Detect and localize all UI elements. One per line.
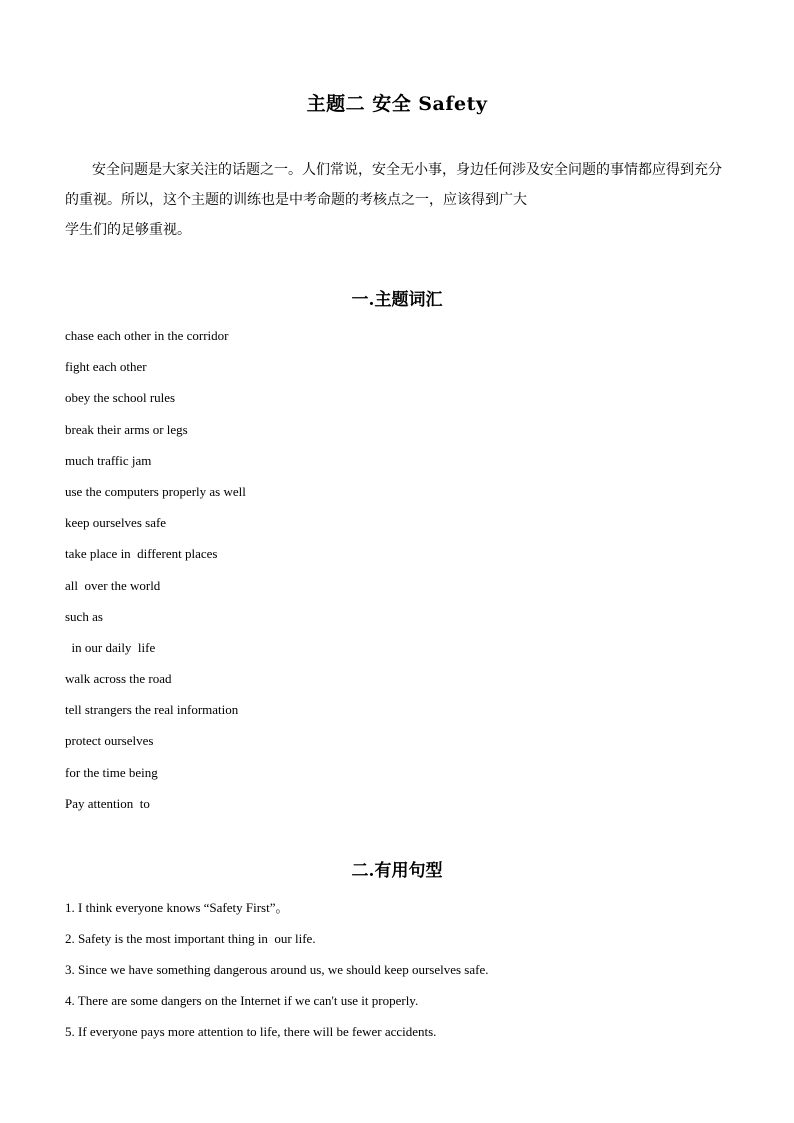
- vocabulary-item: break their arms or legs: [65, 421, 188, 437]
- page-title: 主题二 安全 Safety: [306, 93, 488, 115]
- sentence-item: 2. Safety is the most important thing in our life.: [65, 931, 316, 946]
- vocabulary-item: much traffic jam: [65, 452, 152, 468]
- intro-line-2: 的重视。所以，这个主题的训练也是中考命题的考核点之一，应该得到广大: [65, 192, 527, 208]
- sentence-item: 1. I think everyone knows “Safety First”。: [65, 900, 289, 915]
- vocabulary-item: chase each other in the corridor: [65, 328, 229, 343]
- vocabulary-item: take place in different places: [65, 546, 218, 562]
- section-heading-sentences: 二.有用句型: [351, 861, 443, 881]
- sentence-item: 3. Since we have something dangerous around us, we should keep ourselves safe.: [65, 962, 489, 977]
- vocabulary-item: fight each other: [65, 359, 147, 375]
- vocabulary-item: obey the school rules: [65, 390, 176, 406]
- vocabulary-item: in our daily life: [65, 639, 156, 655]
- sentence-item: 5. If everyone pays more attention to life, there will be fewer accidents.: [65, 1024, 437, 1039]
- vocabulary-item: tell strangers the real information: [65, 702, 239, 718]
- vocabulary-item: for the time being: [65, 764, 158, 780]
- intro-paragraph: [65, 155, 735, 245]
- vocabulary-item: walk across the road: [65, 671, 172, 687]
- vocabulary-item: Pay attention to: [65, 795, 150, 811]
- vocabulary-item: all over the world: [65, 577, 161, 593]
- sentence-list: [65, 896, 488, 1051]
- vocabulary-item: use the computers properly as well: [65, 483, 246, 499]
- vocabulary-item: keep ourselves safe: [65, 515, 167, 531]
- sentence-item: 4. There are some dangers on the Internet if we can't use it properly.: [65, 993, 419, 1008]
- intro-line-1: 安全问题是大家关注的话题之一。人们常说，安全无小事，身边任何涉及安全问题的事情都应得到充分: [92, 162, 722, 178]
- section-heading-vocabulary: 一.主题词汇: [351, 290, 443, 310]
- vocabulary-item: protect ourselves: [65, 733, 154, 749]
- vocabulary-item: such as: [65, 608, 103, 624]
- intro-line-3: 学生们的足够重视。: [65, 222, 191, 238]
- vocabulary-list: [65, 324, 246, 823]
